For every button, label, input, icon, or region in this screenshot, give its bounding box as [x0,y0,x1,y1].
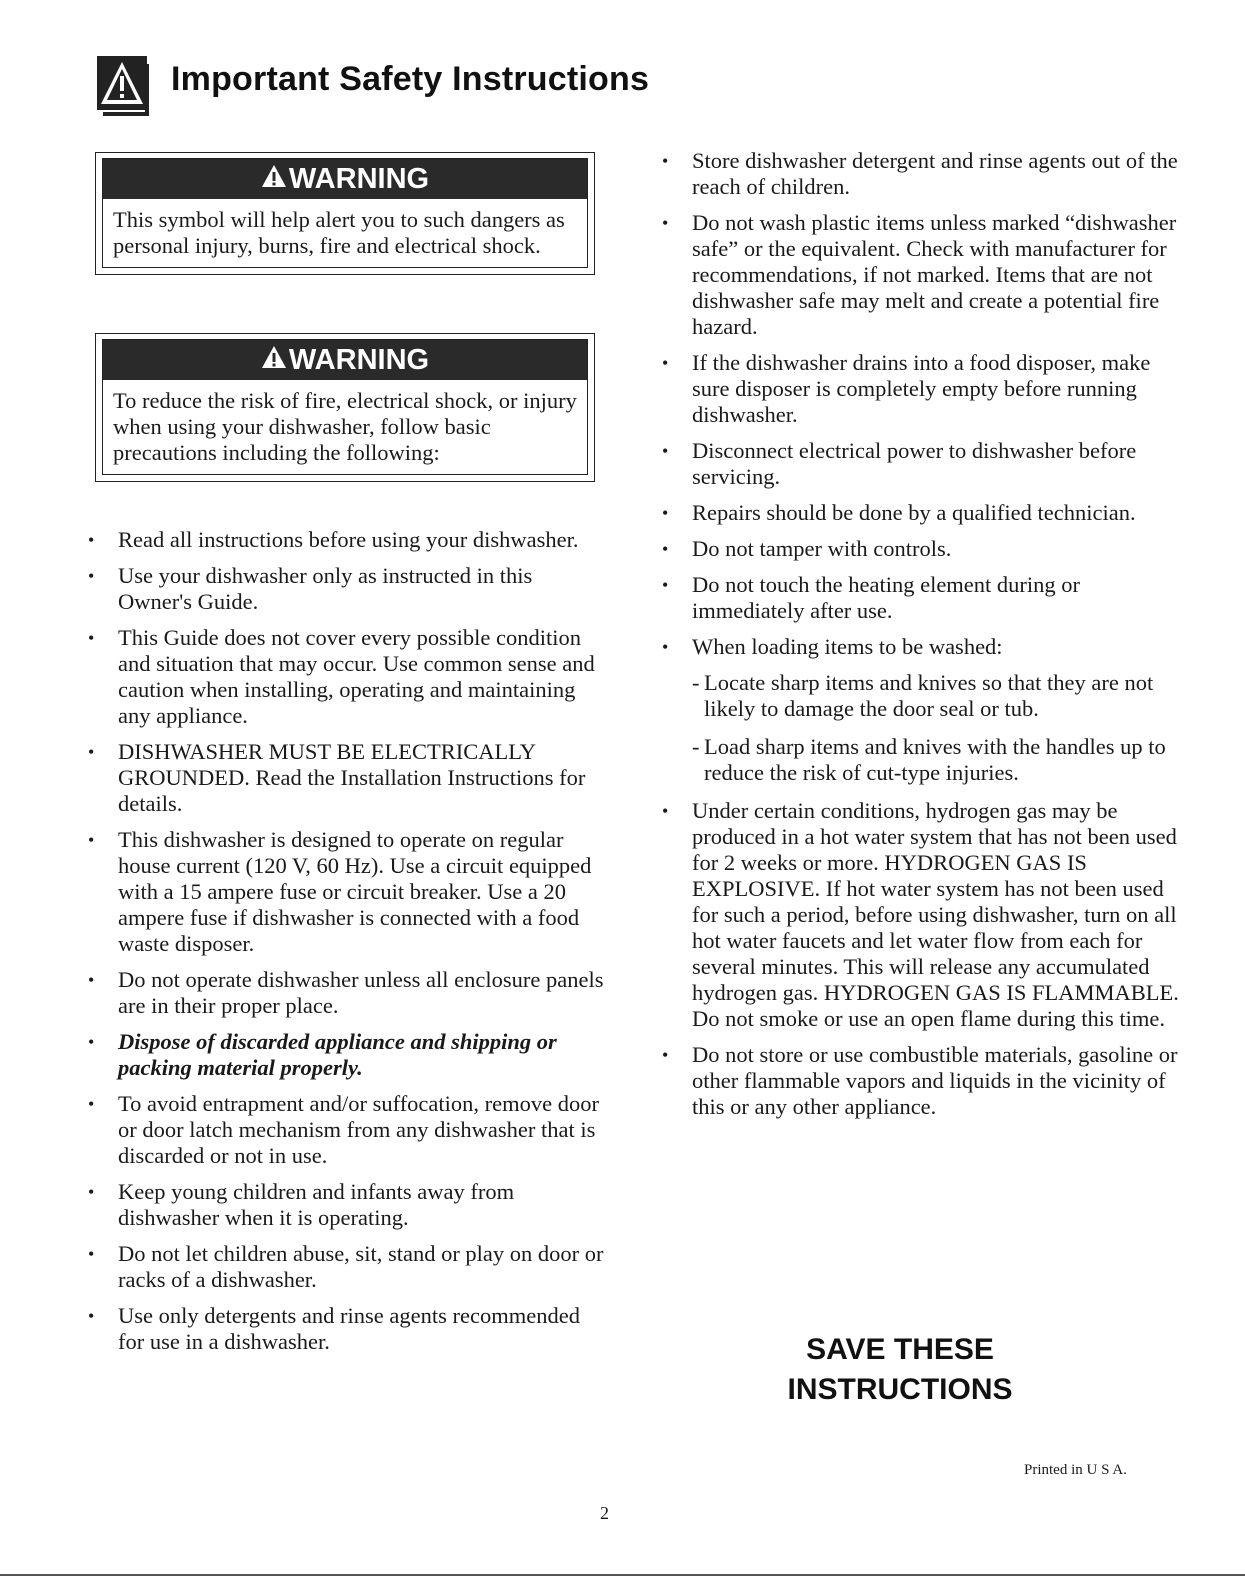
save-instructions-heading [730,1330,1070,1410]
list-item: • Read all instructions before using your dishwasher. [88,527,579,552]
list-item: • Do not operate dishwasher unless all enclosure panels are in their proper place. [88,967,604,1018]
bullet-icon: • [88,566,95,586]
list-item: • Do not let children abuse, sit, stand or play on door or racks of a dishwasher. [88,1241,604,1292]
bullet-icon: • [88,628,95,648]
warning-banner [103,340,587,380]
page-title: Important Safety Instructions [171,59,650,98]
bullet-icon: • [662,1045,669,1065]
list-item: • Repairs should be done by a qualified technician. [662,500,1136,525]
sub-list-item: - Load sharp items and knives with the handles up to reduce the risk of cut-type injuries. [692,734,1166,785]
list-item: • Do not wash plastic items unless marked “dishwasher safe” or the equivalent. Check with manufacturer for recommendations, if not marked. Items that are not dishwasher safe may melt and create a potential fire hazard. [662,210,1177,339]
bullet-icon: • [662,503,669,523]
list-item: • Store dishwasher detergent and rinse agents out of the reach of children. [662,148,1178,199]
bullet-icon: • [662,353,669,373]
list-item: • Use your dishwasher only as instructed in this Owner's Guide. [88,563,533,614]
bullet-icon: • [88,1182,95,1202]
list-item: • Do not touch the heating element during or immediately after use. [662,572,1081,623]
list-item: • To avoid entrapment and/or suffocation, remove door or door latch mechanism from any dishwasher that is discarded or not in use. [88,1091,599,1168]
printed-in-note: Printed in U S A. [1024,1462,1127,1478]
list-item: • If the dishwasher drains into a food disposer, make sure disposer is completely empty before running dishwasher. [662,350,1151,427]
bullet-icon: • [88,970,95,990]
bullet-icon: • [662,441,669,461]
bullet-icon: • [662,575,669,595]
bullet-icon: • [88,830,95,850]
save-line-1: SAVE THESE [806,1333,994,1366]
bullet-icon: • [88,530,95,550]
sub-list-item: - Locate sharp items and knives so that they are not likely to damage the door seal or tub. [692,670,1154,721]
warning-box-1 [95,152,595,275]
bottom-divider [0,1574,1245,1576]
dash-icon: - [692,734,700,759]
warning-triangle-icon [261,163,287,196]
list-item: • Do not store or use combustible materials, gasoline or other flammable vapors and liquids in the vicinity of this or any other appliance. [662,1042,1178,1119]
bullet-icon: • [662,539,669,559]
left-instruction-list [88,527,608,1365]
bullet-icon: • [662,213,669,233]
list-item: • Use only detergents and rinse agents recommended for use in a dishwasher. [88,1303,580,1354]
warning-text: To reduce the risk of fire, electrical shock, or injury when using your dishwasher, follow basic precautions including the following: [113,388,577,465]
list-item: • Do not tamper with controls. [662,536,952,561]
list-item: • This dishwasher is designed to operate on regular house current (120 V, 60 Hz). Use a circuit equipped with a 15 ampere fuse or circuit breaker. Use a 20 ampere fuse if dishwasher is connected with a food waste disposer. [88,827,592,956]
warning-text: This symbol will help alert you to such dangers as personal injury, burns, fire and electrical shock. [113,207,565,258]
bullet-icon: • [88,1244,95,1264]
list-item: • Under certain conditions, hydrogen gas may be produced in a hot water system that has not been used for 2 weeks or more. HYDROGEN GAS IS EXPLOSIVE. If hot water system has not been used for such a period, before using dishwasher, turn on all hot water faucets and let water flow from each for several minutes. This will release any accumulated hydrogen gas. HYDROGEN GAS IS FLAMMABLE. Do not smoke or use an open flame during this time. [662,798,1179,1031]
list-item: • Keep young children and infants away from dishwasher when it is operating. [88,1179,515,1230]
warning-triangle-icon [261,344,287,377]
bullet-icon: • [88,1306,95,1326]
warning-banner [103,159,587,199]
bullet-icon: • [88,1094,95,1114]
bullet-icon: • [662,151,669,171]
save-line-2: INSTRUCTIONS [787,1373,1013,1406]
bullet-icon: • [88,1032,95,1052]
page-number: 2 [600,1503,609,1523]
bullet-icon: • [662,637,669,657]
list-item: • DISHWASHER MUST BE ELECTRICALLY GROUNDED. Read the Installation Instructions for details. [88,739,586,816]
list-item: • This Guide does not cover every possible condition and situation that may occur. Use common sense and caution when installing, operating and maintaining any appliance. [88,625,595,728]
list-item: • Dispose of discarded appliance and shipping or packing material properly. [88,1029,557,1080]
warning-triangle-icon [95,54,157,120]
list-item: • When loading items to be washed: [662,634,1003,659]
dash-icon: - [692,670,700,695]
list-item: • Disconnect electrical power to dishwasher before servicing. [662,438,1137,489]
warning-box-2 [95,333,595,482]
warning-label: WARNING [288,162,430,195]
warning-label: WARNING [288,343,430,376]
bullet-icon: • [88,742,95,762]
bullet-icon: • [662,801,669,821]
page-header [95,52,649,122]
right-instruction-list [662,148,1182,1130]
